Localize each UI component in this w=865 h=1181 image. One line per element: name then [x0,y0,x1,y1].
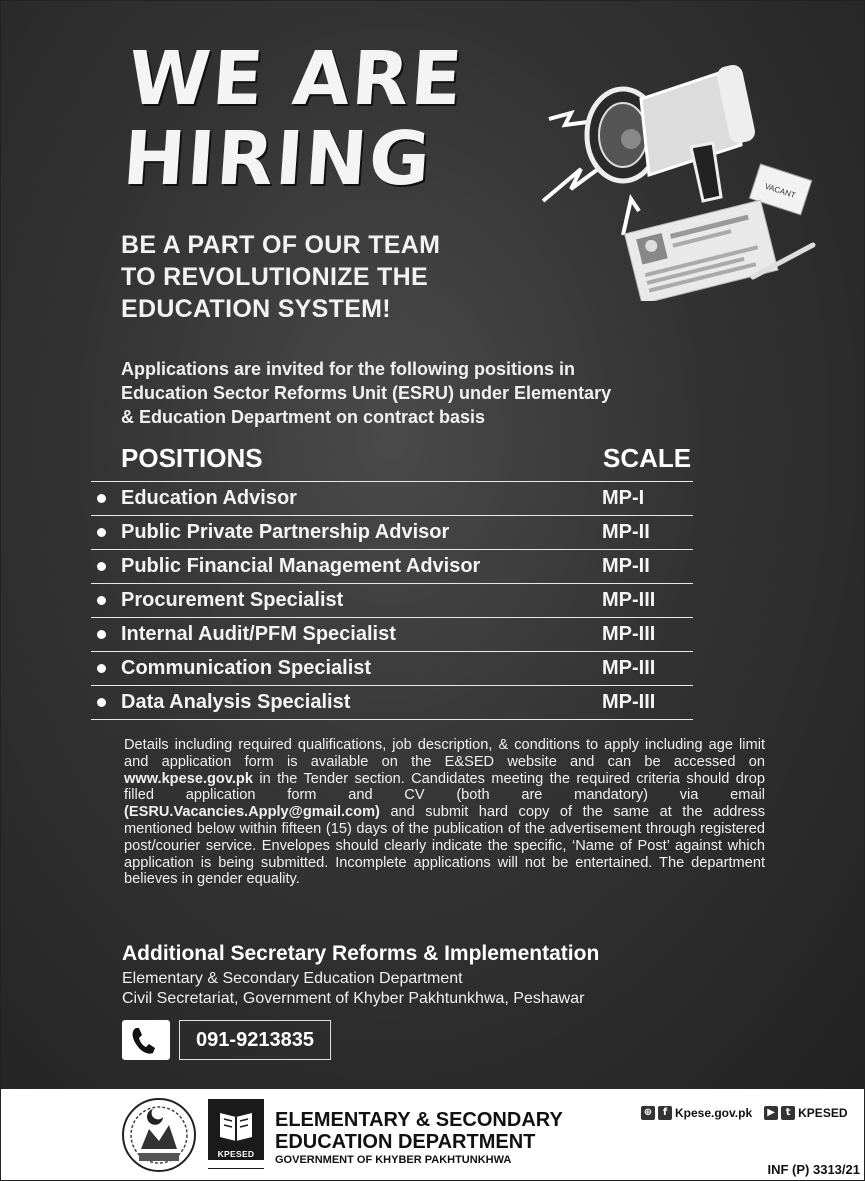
resume-document-icon [625,200,778,301]
chalkboard-area [1,1,864,1089]
position-row [91,651,693,685]
megaphone-illustration [531,51,831,301]
department-line-1: ELEMENTARY & SECONDARY [275,1109,563,1131]
social-handle[interactable]: KPESED [798,1106,848,1120]
department-name [275,1109,563,1167]
contact-address-line-2: Civil Secretariat, Government of Khyber Pakhtunkhwa, Peshawar [122,990,585,1007]
scale-header: SCALE [603,443,692,473]
bullet-icon [97,528,106,537]
logo-urdu-strip [208,1160,264,1168]
bullet-icon [97,630,106,639]
position-title: Education Advisor [121,487,297,509]
kpesed-logo [208,1099,264,1169]
position-title: Data Analysis Specialist [121,691,351,713]
headline-line-2: HIRING [120,116,435,202]
positions-list [91,481,693,720]
vacant-label: VACANT [763,181,797,201]
footer-website[interactable]: Kpese.gov.pk [675,1106,753,1120]
bullet-icon [97,664,106,673]
position-row [91,549,693,583]
headline-line-1: WE ARE [125,36,467,122]
positions-table-header [121,443,701,477]
details-text-1: Details including required qualifications, job description, & conditions to apply including age limit and application form is available on the E&SED website and can be accessed on [124,737,765,770]
details-text-2: in the Tender section. Candidates meeting the required criteria should drop filled application form and CV (both are mandatory) via email [124,770,765,804]
tagline-line-2: TO REVOLUTIONIZE THE [121,263,428,291]
megaphone-icon [587,63,757,201]
positions-header: POSITIONS [121,443,263,473]
tagline-line-3: EDUCATION SYSTEM! [121,295,391,323]
position-row [91,685,693,720]
spark-icon [623,199,639,235]
footer [1,1089,864,1180]
website-link[interactable]: www.kpese.gov.pk [124,770,253,787]
position-scale: MP-III [602,589,656,611]
phone-icon [122,1020,170,1060]
bullet-icon [97,596,106,605]
position-row [91,515,693,549]
position-title: Procurement Specialist [121,589,344,611]
facebook-icon: f [658,1106,672,1120]
social-links [641,1105,848,1121]
contact-address-line-1: Elementary & Secondary Education Department [122,970,463,987]
intro-line-3: & Education Department on contract basis [121,407,486,427]
details-text-3: and submit hard copy of the same at the address mentioned below within fifteen (15) days of the publication of the advertisement through registered post/courier service. Envelopes should clearly indicate the specific, ‘Name of Post’ against which application is being submitted. Incomplete applications will not be entertained. The department believes in gender equality. [124,804,765,888]
youtube-icon: ▶ [764,1106,778,1120]
headline [120,36,467,202]
department-line-2: EDUCATION DEPARTMENT [275,1131,536,1153]
twitter-icon: t [781,1106,795,1120]
position-scale: MP-III [602,623,656,645]
department-line-3: GOVERNMENT OF KHYBER PAKHTUNKHWA [275,1154,512,1166]
bullet-icon [97,562,106,571]
tagline-line-1: BE A PART OF OUR TEAM [121,231,441,259]
position-scale: MP-II [602,555,650,577]
kpesed-logo-label: KPESED [217,1149,255,1159]
position-title: Communication Specialist [121,657,372,679]
position-scale: MP-II [602,521,650,543]
contact-title: Additional Secretary Reforms & Implementation [122,942,600,965]
bullet-icon [97,698,106,707]
intro-line-1: Applications are invited for the following positions in [121,359,576,379]
details-paragraph [124,737,765,888]
email-link[interactable]: (ESRU.Vacancies.Apply@gmail.com) [124,804,380,821]
intro-line-2: Education Sector Reforms Unit (ESRU) under Elementary [121,383,612,403]
book-icon [216,1107,256,1143]
contact-address [122,969,584,1009]
kp-government-emblem [119,1095,199,1175]
position-scale: MP-I [602,487,645,509]
position-title: Public Financial Management Advisor [121,555,481,577]
position-scale: MP-III [602,657,656,679]
position-row [91,583,693,617]
position-scale: MP-III [602,691,656,713]
tagline [121,229,440,325]
position-title: Internal Audit/PFM Specialist [121,623,396,645]
position-title: Public Private Partnership Advisor [121,521,450,543]
globe-icon: ⊕ [641,1106,655,1120]
position-row [91,617,693,651]
intro-text [121,357,721,429]
position-row [91,481,693,515]
phone-number[interactable]: 091-9213835 [179,1020,331,1060]
bullet-icon [97,494,106,503]
inf-number: INF (P) 3313/21 [767,1162,860,1177]
